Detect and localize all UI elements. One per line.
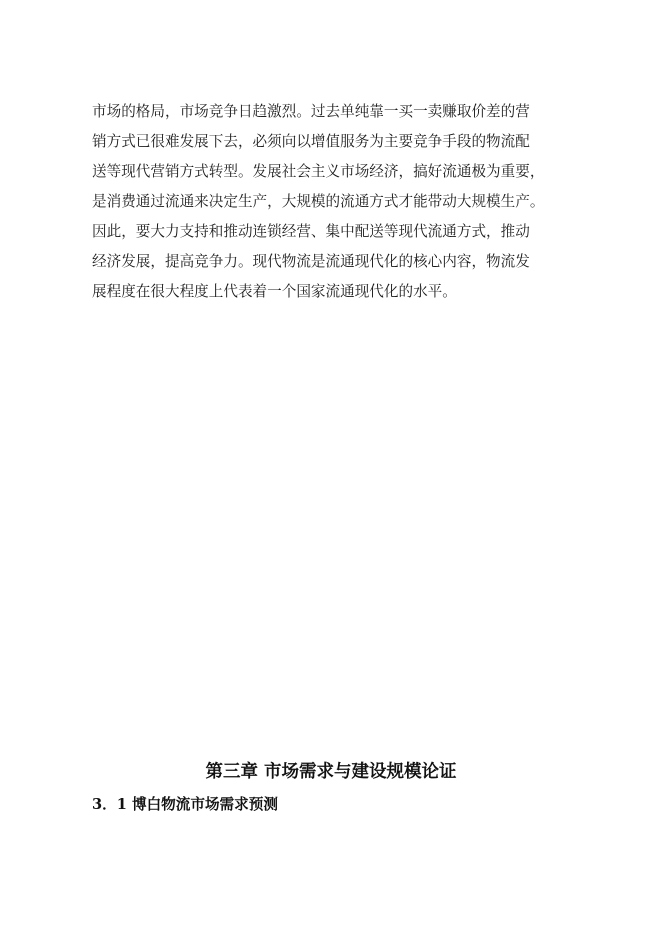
paragraph-line: 销方式已很难发展下去，必须向以增值服务为主要竞争手段的物流配 bbox=[92, 133, 530, 150]
paragraph-line: 送等现代营销方式转型。发展社会主义市场经济，搞好流通极为重要， bbox=[92, 163, 545, 180]
chapter-title: 第三章 市场需求与建设规模论证 bbox=[205, 762, 457, 782]
paragraph-line: 展程度在很大程度上代表着一个国家流通现代化的水平。 bbox=[92, 283, 457, 300]
paragraph-line: 经济发展，提高竞争力。现代物流是流通现代化的核心内容，物流发 bbox=[92, 253, 530, 270]
body-paragraph bbox=[92, 97, 582, 307]
paragraph-line: 因此，要大力支持和推动连锁经营、集中配送等现代流通方式，推动 bbox=[92, 223, 530, 240]
paragraph-line: 是消费通过流通来决定生产，大规模的流通方式才能带动大规模生产。 bbox=[92, 193, 545, 210]
section-title: 3．1 博白物流市场需求预测 bbox=[92, 796, 278, 813]
paragraph-line: 市场的格局，市场竞争日趋激烈。过去单纯靠一买一卖赚取价差的营 bbox=[92, 103, 530, 120]
